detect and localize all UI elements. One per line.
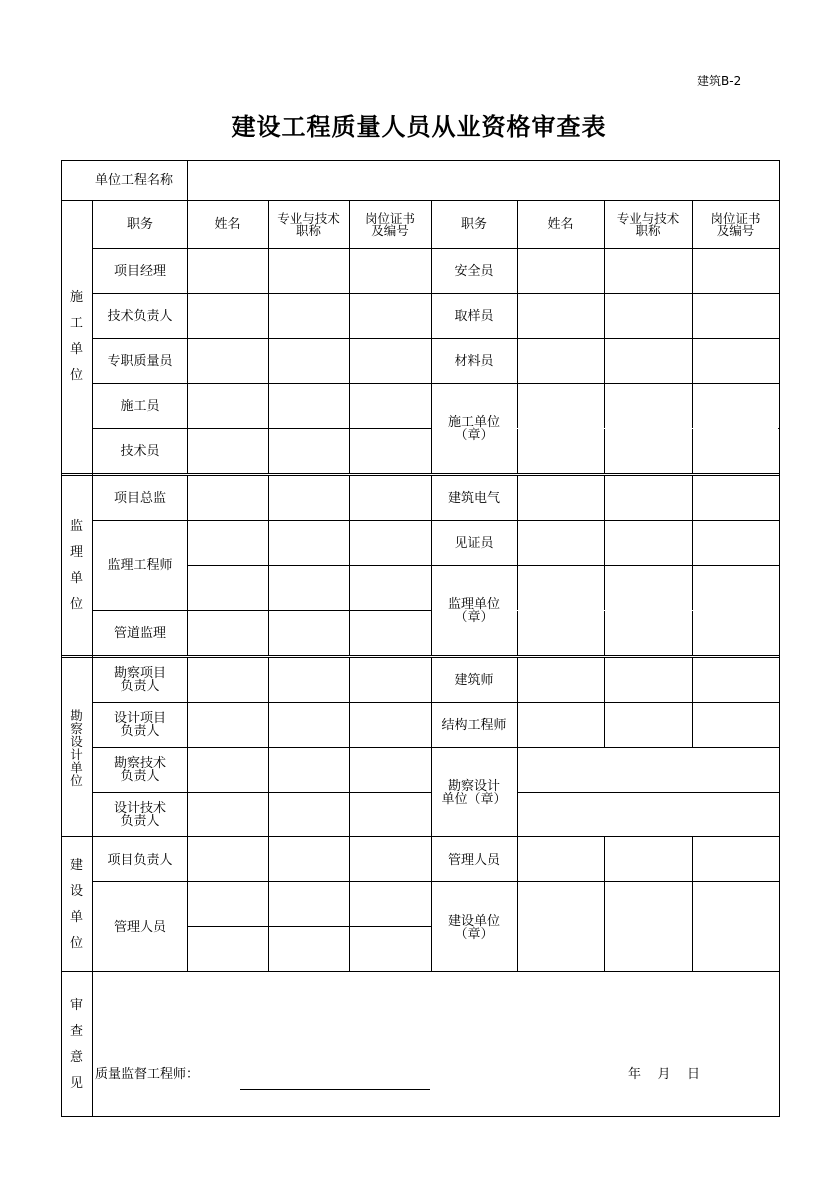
role-design-technical-lead: 设计技术 负责人 <box>113 801 166 829</box>
section-review-opinion: 审 查 意 见 <box>69 997 83 1091</box>
project-name-label: 单位工程名称 <box>95 172 174 188</box>
col-header-title: 专业与技术 职称 <box>277 210 340 238</box>
role-site-worker: 施工员 <box>120 398 160 414</box>
grid-line-v <box>692 657 693 748</box>
form-code: 建筑B-2 <box>697 74 742 88</box>
col-header-name-right: 姓名 <box>547 217 574 232</box>
role-owner-management-staff-right: 管理人员 <box>447 852 500 868</box>
role-architect: 建筑师 <box>454 672 494 688</box>
section-divider <box>61 473 780 474</box>
grid-line-v <box>517 836 518 972</box>
grid-line-v <box>349 475 350 656</box>
grid-line-v <box>349 657 350 837</box>
owner-unit-seal-label: 建设单位 （章） <box>447 913 500 942</box>
role-survey-technical-lead: 勘察技术 负责人 <box>113 756 166 784</box>
grid-line-v <box>517 657 518 837</box>
section-divider <box>61 655 780 656</box>
role-technical-lead: 技术负责人 <box>107 308 173 324</box>
role-owner-management-staff: 管理人员 <box>113 920 166 935</box>
col-header-title-right: 专业与技术 职称 <box>616 210 680 238</box>
col-header-certificate-right: 岗位证书 及编号 <box>710 210 761 238</box>
role-project-manager: 项目经理 <box>113 263 166 279</box>
section-survey-design-unit: 勘 察 设 计 单 位 <box>70 707 83 788</box>
project-name-field[interactable] <box>187 161 779 199</box>
role-owner-project-lead: 项目负责人 <box>107 852 173 868</box>
role-technician: 技术员 <box>120 443 160 459</box>
page-title: 建设工程质量人员从业资格审查表 <box>231 113 607 141</box>
grid-line-v <box>187 475 188 656</box>
role-materials-officer: 材料员 <box>454 353 494 369</box>
grid-line-h <box>187 926 432 927</box>
role-sampler: 取样员 <box>454 308 494 324</box>
grid-line-v <box>517 475 518 656</box>
supervision-unit-seal-label: 监理单位 （章） <box>447 596 500 625</box>
grid-line-v <box>692 836 693 972</box>
quality-supervisor-label: 质量监督工程师： <box>95 1066 200 1082</box>
col-header-role: 职务 <box>126 217 153 232</box>
grid-line-v <box>187 836 188 972</box>
grid-line-v <box>604 475 605 656</box>
grid-line-h <box>517 792 780 793</box>
role-structural-engineer: 结构工程师 <box>441 717 507 733</box>
role-supervision-engineer: 监理工程师 <box>107 558 173 573</box>
construction-unit-seal-label: 施工单位 （章） <box>447 414 500 443</box>
col-header-name: 姓名 <box>214 217 241 232</box>
col-header-certificate: 岗位证书 及编号 <box>364 210 415 238</box>
section-owner-unit: 建 设 单 位 <box>69 858 83 951</box>
role-survey-project-lead: 勘察项目 负责人 <box>113 666 166 694</box>
grid-line-v <box>604 836 605 972</box>
role-design-project-lead: 设计项目 负责人 <box>113 711 166 739</box>
table-border-bottom <box>61 1116 780 1117</box>
survey-design-unit-seal-label: 勘察设计 单位（章） <box>441 778 507 807</box>
role-pipeline-supervisor: 管道监理 <box>113 625 166 641</box>
section-supervision-unit: 监 理 单 位 <box>69 518 83 612</box>
grid-line-v <box>692 475 693 656</box>
col-header-role-right: 职务 <box>460 217 487 232</box>
role-witness: 见证员 <box>454 535 494 551</box>
table-border-right <box>779 160 780 1117</box>
grid-line-v <box>604 657 605 748</box>
review-opinion-field[interactable] <box>93 974 779 1060</box>
role-safety-officer: 安全员 <box>454 263 494 279</box>
date-label: 年 月 日 <box>628 1066 701 1082</box>
section-construction-unit: 施 工 单 位 <box>69 290 83 383</box>
role-building-electrical: 建筑电气 <box>447 490 500 506</box>
role-chief-supervisor: 项目总监 <box>113 490 166 506</box>
grid-line-v <box>349 836 350 972</box>
grid-line-v <box>268 475 269 656</box>
role-quality-officer: 专职质量员 <box>107 353 173 369</box>
grid-line-v <box>268 836 269 972</box>
grid-line-v <box>268 657 269 837</box>
signature-line[interactable] <box>240 1089 430 1090</box>
grid-line-v <box>187 657 188 837</box>
